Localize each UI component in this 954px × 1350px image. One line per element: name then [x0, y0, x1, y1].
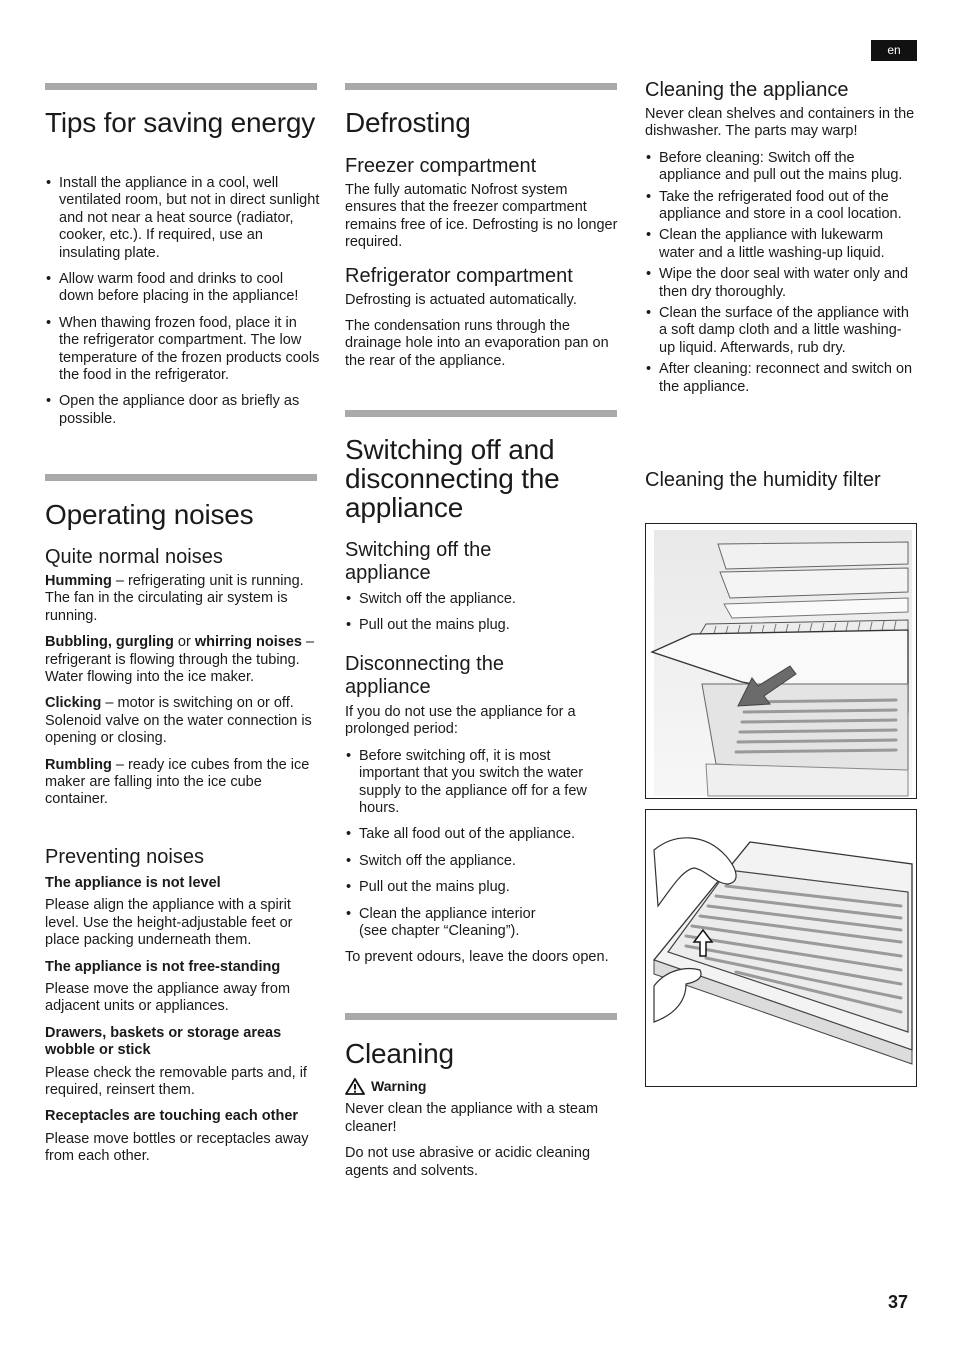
list-item: • Before switching off, it is most important that you switch the water supply to the appliance off for a few hours.	[345, 748, 610, 818]
humming-text: Humming – refrigerating unit is running. The fan in the circulating air system is running.	[45, 573, 304, 624]
rumbling-text: Rumbling – ready ice cubes from the ice maker are falling into the ice cube container.	[45, 756, 310, 808]
preventing-noises	[45, 846, 320, 1166]
page-number: 37	[887, 1292, 908, 1312]
switch-off-block	[345, 539, 545, 585]
noises-title: Operating noises	[45, 499, 254, 530]
cleaning-appliance-heading: Cleaning the appliance	[645, 79, 849, 101]
normal-noises	[45, 546, 320, 809]
warning-text-1: Never clean the appliance with a steam cleaner!	[345, 1101, 599, 1135]
clicking-text: Clicking – motor is switching on or off. Solenoid valve on the water connection is opening or closing.	[45, 695, 312, 747]
tips-section	[45, 108, 320, 137]
freezer-text: The fully automatic Nofrost system ensures that the freezer compartment remains free of ice. Defrosting is no longer required.	[345, 182, 618, 251]
tips-title: Tips for saving energy	[45, 107, 316, 138]
defrosting-section	[345, 108, 620, 137]
cleaning-section	[345, 1039, 620, 1180]
list-item: • When thawing frozen food, place it in the refrigerator compartment. The low temperature of the frozen products cools the food in the refrigerator.	[45, 315, 320, 385]
list-item: • Wipe the door seal with water only and then dry thoroughly.	[645, 266, 915, 301]
switching-title: Switching off and disconnecting the appliance	[345, 434, 560, 523]
list-item: • Pull out the mains plug.	[345, 617, 620, 634]
problem-heading: Drawers, baskets or storage areas wobble or stick	[45, 1024, 282, 1059]
problem-solution: Please move bottles or receptacles away from each other.	[45, 1130, 309, 1165]
list-item: • Clean the surface of the appliance with a soft damp cloth and a little washing-up liquid. Afterwards, rub dry.	[645, 305, 915, 357]
bubbling-text: Bubbling, gurgling or whirring noises – refrigerant is flowing through the tubing. Water flowing into the ice maker.	[45, 634, 315, 686]
disconnect-block	[345, 653, 575, 699]
disconnect-outro: To prevent odours, leave the doors open.	[345, 949, 609, 966]
preventing-noises-heading: Preventing noises	[45, 846, 204, 868]
fridge-heading: Refrigerator compartment	[345, 264, 573, 287]
section-rule	[345, 410, 617, 417]
section-rule	[45, 474, 317, 481]
list-item: • Clean the appliance interior (see chapter “Cleaning”).	[345, 906, 559, 941]
list-item: • Allow warm food and drinks to cool down before placing in the appliance!	[45, 271, 320, 306]
defrosting-title: Defrosting	[345, 107, 471, 138]
list-item: • Install the appliance in a cool, well ventilated room, but not in direct sunlight and not near a heat source (radiator, cooker, etc.). If required, use an insulating plate.	[45, 175, 320, 262]
list-item: • Before cleaning: Switch off the appliance and pull out the mains plug.	[645, 150, 915, 185]
list-item: • Take the refrigerated food out of the appliance and store in a cool location.	[645, 189, 915, 224]
switch-off-list	[345, 591, 620, 635]
disconnect-intro: If you do not use the appliance for a prolonged period:	[345, 704, 576, 738]
normal-noises-heading: Quite normal noises	[45, 546, 223, 568]
warning-icon	[345, 1078, 365, 1095]
problem-heading: The appliance is not free-standing	[45, 958, 281, 975]
fridge-text-2: The condensation runs through the drainage hole into an evaporation pan on the rear of the appliance.	[345, 318, 609, 369]
list-item: • Switch off the appliance.	[345, 853, 610, 870]
humidity-filter-block	[645, 469, 915, 492]
section-rule	[45, 83, 317, 90]
warning-label: Warning	[371, 1078, 427, 1094]
humidity-filter-heading: Cleaning the humidity filter	[645, 469, 881, 491]
disconnect-heading: Disconnecting the appliance	[345, 653, 504, 698]
switch-off-heading: Switching off the appliance	[345, 539, 492, 584]
defrosting-content	[345, 155, 620, 370]
cleaning-appliance	[645, 79, 915, 396]
switching-section	[345, 435, 605, 522]
freezer-heading: Freezer compartment	[345, 155, 537, 177]
filter-lifting-illustration	[645, 809, 917, 1087]
list-item: • Open the appliance door as briefly as possible.	[45, 393, 320, 428]
problem-solution: Please move the appliance away from adjacent units or appliances.	[45, 981, 291, 1015]
list-item: • Switch off the appliance.	[345, 591, 620, 608]
cleaning-title: Cleaning	[345, 1038, 454, 1069]
list-item: • Take all food out of the appliance.	[345, 826, 610, 843]
section-rule	[345, 83, 617, 90]
warning-row	[345, 1078, 620, 1095]
problem-heading: Receptacles are touching each other	[45, 1108, 299, 1125]
warning-text-2: Do not use abrasive or acidic cleaning agents and solvents.	[345, 1145, 591, 1179]
problem-solution: Please check the removable parts and, if required, reinsert them.	[45, 1064, 307, 1099]
humidity-filter-diagram	[646, 810, 916, 1086]
noises-section	[45, 500, 320, 529]
section-rule	[345, 1013, 617, 1020]
list-item: • Clean the appliance with lukewarm water and a little washing-up liquid.	[645, 227, 915, 262]
list-item: • After cleaning: reconnect and switch on the appliance.	[645, 361, 915, 396]
problem-solution: Please align the appliance with a spirit level. Use the height-adjustable feet or place packing underneath them.	[45, 897, 293, 949]
filter-removal-illustration	[645, 523, 917, 799]
fridge-text-1: Defrosting is actuated automatically.	[345, 291, 577, 308]
appliance-drawer-diagram	[646, 524, 916, 798]
list-item: • Pull out the mains plug.	[345, 879, 610, 896]
tips-list	[45, 175, 320, 428]
problem-heading: The appliance is not level	[45, 875, 221, 891]
disconnect-content	[345, 704, 610, 967]
cleaning-appliance-intro: Never clean shelves and containers in the dishwasher. The parts may warp!	[645, 106, 915, 140]
language-tag: en	[871, 40, 917, 61]
